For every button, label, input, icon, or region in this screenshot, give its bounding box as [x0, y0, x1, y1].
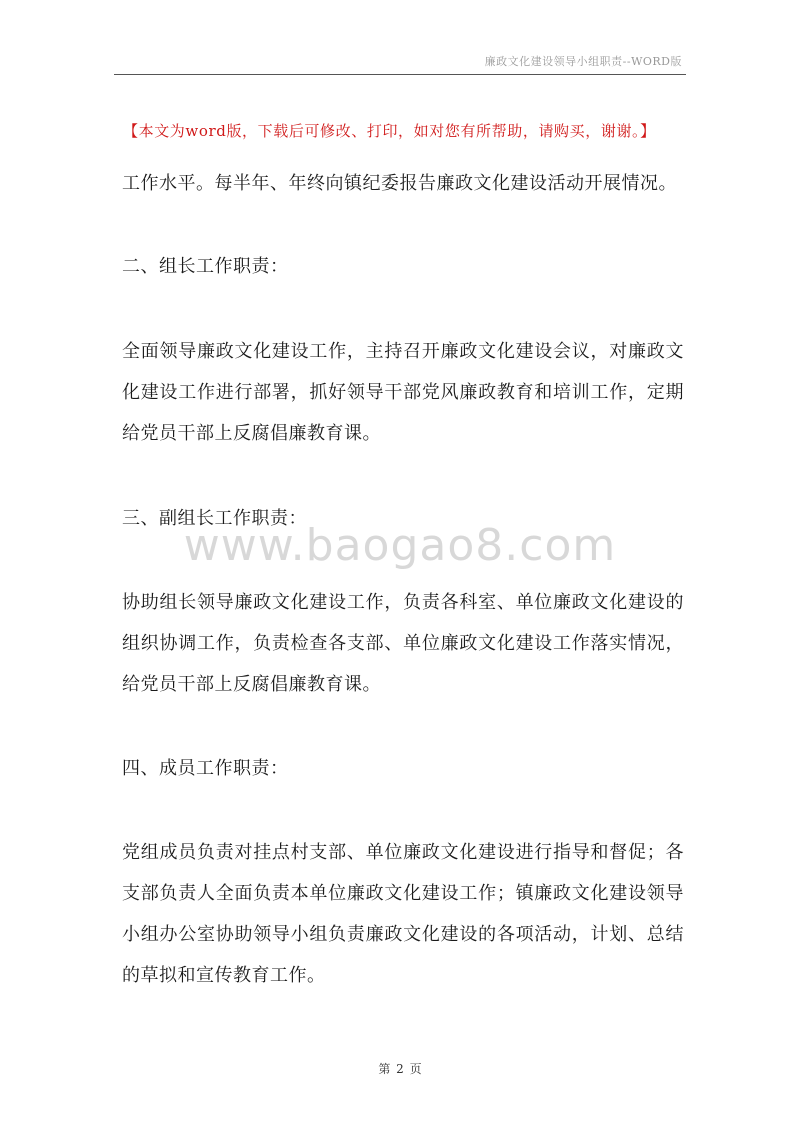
paragraph-3: 协助组长领导廉政文化建设工作，负责各科室、单位廉政文化建设的组织协调工作，负责检查各支部、单位廉政文化建设工作落实情况，给党员干部上反腐倡廉教育课。: [122, 592, 684, 695]
paragraph-2: 全面领导廉政文化建设工作，主持召开廉政文化建设会议，对廉政文化建设工作进行部署，抓好领导干部党风廉政教育和培训工作，定期给党员干部上反腐倡廉教育课。: [122, 341, 684, 444]
download-notice: 【本文为word版，下载后可修改、打印，如对您有所帮助，请购买，谢谢。】: [123, 122, 656, 140]
paragraph-4: 党组成员负责对挂点村支部、单位廉政文化建设进行指导和督促；各支部负责人全面负责本单位廉政文化建设工作；镇廉政文化建设领导小组办公室协助领导小组负责廉政文化建设的各项活动，计划、总结的草拟和宣传教育工作。: [122, 842, 684, 986]
header-divider: [114, 74, 686, 75]
section-heading-2: 二、组长工作职责：: [122, 256, 289, 277]
header-title: 廉政文化建设领导小组职责--WORD版: [484, 55, 682, 68]
section-heading-4: 四、成员工作职责：: [122, 758, 289, 779]
watermark: www.baogao8.com: [183, 520, 617, 571]
paragraph-1: 工作水平。每半年、年终向镇纪委报告廉政文化建设活动开展情况。: [122, 173, 677, 194]
page-number: 第 2 页: [378, 1062, 422, 1076]
section-heading-3: 三、副组长工作职责：: [122, 508, 307, 529]
